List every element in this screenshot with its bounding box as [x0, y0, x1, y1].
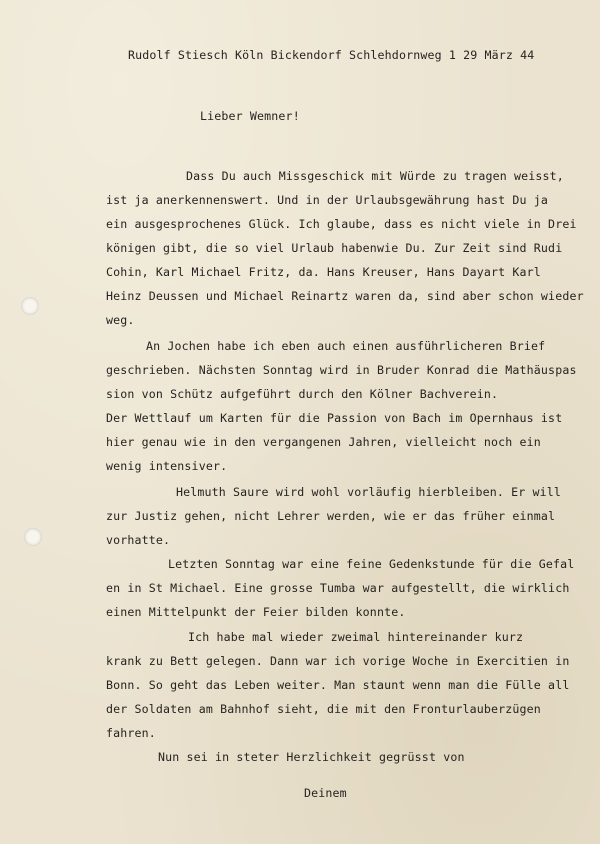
punch-hole-bottom [24, 528, 42, 546]
letter-line: königen gibt, die so viel Urlaub habenwie Du. Zur Zeit sind Rudi [106, 241, 563, 255]
letter-line: Der Wettlauf um Karten für die Passion von Bach im Opernhaus ist [106, 411, 563, 425]
letter-line: Bonn. So geht das Leben weiter. Man staunt wenn man die Fülle all [106, 678, 570, 692]
letter-line: Cohin, Karl Michael Fritz, da. Hans Kreuser, Hans Dayart Karl [106, 265, 541, 279]
letter-header: Rudolf Stiesch Köln Bickendorf Schlehdornweg 1 29 März 44 [128, 48, 535, 62]
letter-line: ist ja anerkennenswert. Und in der Urlaubsgewährung hast Du ja [106, 193, 549, 207]
letter-line: geschrieben. Nächsten Sonntag wird in Bruder Konrad die Mathäuspas [106, 363, 577, 377]
letter-line: ein ausgesprochenes Glück. Ich glaube, dass es nicht viele in Drei [106, 217, 577, 231]
letter-line: Helmuth Saure wird wohl vorläufig hierbleiben. Er will [176, 485, 562, 499]
letter-line: der Soldaten am Bahnhof sieht, die mit den Fronturlauberzügen [106, 702, 541, 716]
letter-line: en in St Michael. Eine grosse Tumba war aufgestellt, die wirklich [106, 581, 570, 595]
letter-line: hier genau wie in den vergangenen Jahren, vielleicht noch ein [106, 435, 541, 449]
letter-line: Ich habe mal wieder zweimal hintereinander kurz [188, 630, 524, 644]
letter-line: Heinz Deussen und Michael Reinartz waren da, sind aber schon wieder [106, 289, 584, 303]
letter-line: wenig intensiver. [106, 459, 228, 473]
letter-line: Letzten Sonntag war eine feine Gedenkstunde für die Gefal [168, 557, 575, 571]
letter-line: zur Justiz gehen, nicht Lehrer werden, wie er das früher einmal [106, 509, 556, 523]
letter-line: weg. [106, 313, 135, 327]
letter-line: Nun sei in steter Herzlichkeit gegrüsst von [158, 750, 465, 764]
salutation: Lieber Wemner! [200, 109, 300, 123]
punch-hole-top [21, 297, 39, 315]
letter-line: fahren. [106, 726, 156, 740]
closing: Deinem [304, 786, 347, 800]
letter-line: einen Mittelpunkt der Feier bilden konnte. [106, 605, 406, 619]
letter-line: Dass Du auch Missgeschick mit Würde zu tragen weisst, [186, 169, 564, 183]
letter-line: vorhatte. [106, 533, 171, 547]
letter-line: krank zu Bett gelegen. Dann war ich vorige Woche in Exercitien in [106, 654, 570, 668]
letter-line: An Jochen habe ich eben auch einen ausführlicheren Brief [146, 339, 546, 353]
letter-line: sion von Schütz aufgeführt durch den Kölner Bachverein. [106, 387, 499, 401]
